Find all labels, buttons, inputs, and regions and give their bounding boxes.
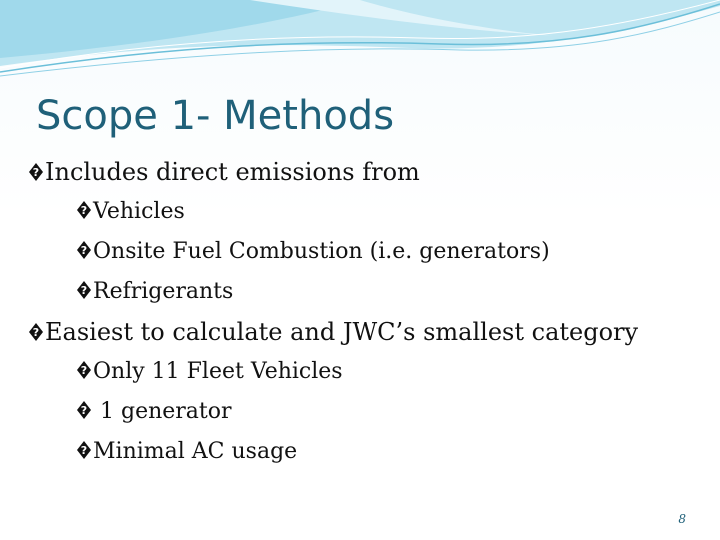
replacement-character-icon xyxy=(76,440,92,460)
svg-text:?: ? xyxy=(80,404,88,417)
svg-text:?: ? xyxy=(80,244,88,257)
page-number: 8 xyxy=(678,512,686,526)
replacement-character-icon xyxy=(76,400,92,420)
sub-bullet-item-ac-usage xyxy=(76,432,297,472)
bullet-text: Includes direct emissions from xyxy=(45,158,420,186)
svg-text:?: ? xyxy=(80,444,88,457)
sub-bullet-item-generator xyxy=(76,392,232,432)
sub-bullet-item-vehicles xyxy=(76,192,185,232)
replacement-character-icon xyxy=(28,322,44,342)
replacement-character-icon xyxy=(76,200,92,220)
replacement-character-icon xyxy=(28,162,44,182)
bullet-text: Refrigerants xyxy=(93,279,234,304)
svg-text:?: ? xyxy=(80,364,88,377)
sub-bullet-item-refrigerants xyxy=(76,272,233,312)
sub-bullet-item-fleet-vehicles xyxy=(76,352,343,392)
replacement-character-icon xyxy=(76,280,92,300)
slide-title: Scope 1- Methods xyxy=(36,93,395,139)
svg-text:?: ? xyxy=(32,166,40,179)
bullet-text: Only 11 Fleet Vehicles xyxy=(93,359,343,384)
svg-text:?: ? xyxy=(32,326,40,339)
svg-text:?: ? xyxy=(80,204,88,217)
replacement-character-icon xyxy=(76,360,92,380)
bullet-text: Minimal AC usage xyxy=(93,439,298,464)
bullet-text: Easiest to calculate and JWC’s smallest category xyxy=(45,318,639,346)
bullet-item-direct-emissions xyxy=(28,152,420,192)
bullet-item-easiest xyxy=(28,312,638,352)
bullet-text: 1 generator xyxy=(93,399,232,424)
bullet-text: Onsite Fuel Combustion (i.e. generators) xyxy=(93,239,550,264)
svg-text:?: ? xyxy=(80,284,88,297)
header-wave-decoration xyxy=(0,0,720,90)
replacement-character-icon xyxy=(76,240,92,260)
sub-bullet-item-onsite-fuel xyxy=(76,232,550,272)
bullet-text: Vehicles xyxy=(93,199,185,224)
